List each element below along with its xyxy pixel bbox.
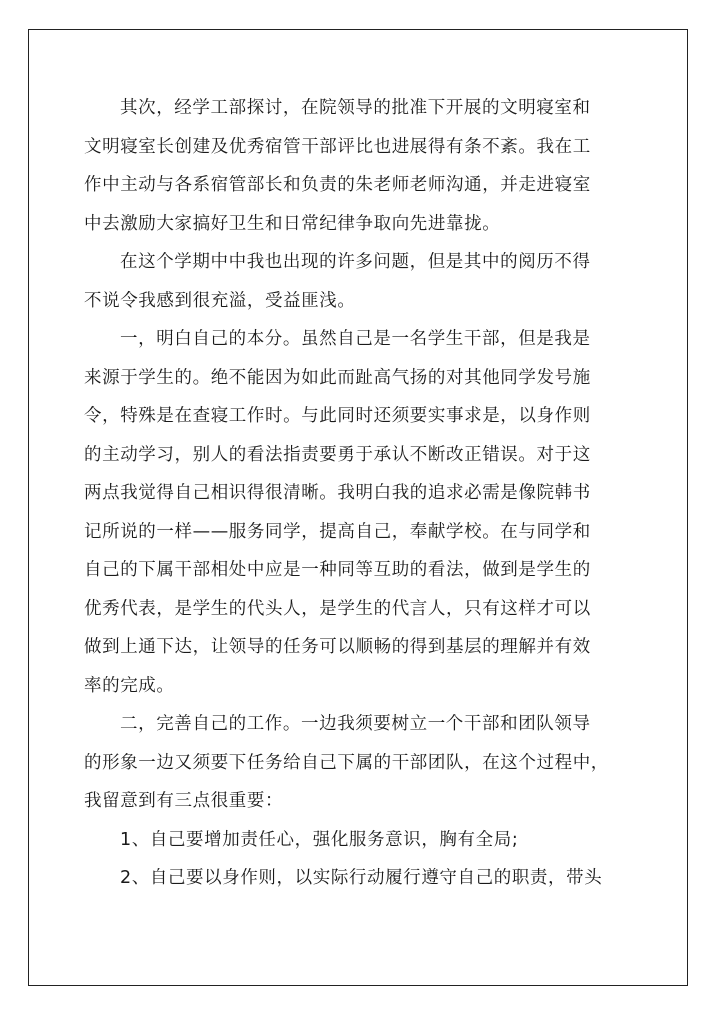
paragraph (84, 89, 644, 243)
text-line: 在这个学期中中我也出现的许多问题，但是其中的阅历不得 (120, 252, 591, 272)
text-line: 文明寝室长创建及优秀宿管干部评比也进展得有条不紊。我在工 (84, 136, 591, 157)
text-line: 不说令我感到很充溢，受益匪浅。 (84, 290, 356, 311)
text-line: 来源于学生的。绝不能因为如此而趾高气扬的对其他同学发号施 (84, 367, 591, 388)
paragraph (84, 320, 644, 705)
text-line: 两点我觉得自己相识得很清晰。我明白我的追求必需是像院韩书 (84, 483, 591, 503)
text-line: 1、自己要增加责任心，强化服务意识，胸有全局; (120, 829, 519, 850)
text-line: 自己的下属干部相处中应是一种同等互助的看法，做到是学生的 (84, 560, 591, 580)
paragraph (84, 859, 644, 898)
text-line: 2、自己要以身作则，以实际行动履行遵守自己的职责，带头 (120, 868, 603, 888)
text-line: 作中主动与各系宿管部长和负责的朱老师老师沟通，并走进寝室 (84, 175, 591, 195)
paragraph (84, 705, 644, 821)
text-line: 我留意到有三点很重要： (84, 791, 284, 811)
text-line: 的形象一边又须要下任务给自己下属的干部团队，在这个过程中， (84, 752, 609, 773)
text-line: 一，明白自己的本分。虽然自己是一名学生干部，但是我是 (120, 329, 591, 349)
text-line: 令，特殊是在查寝工作时。与此同时还须要实事求是，以身作则 (84, 406, 591, 426)
text-line: 优秀代表，是学生的代头人，是学生的代言人，只有这样才可以 (84, 598, 591, 619)
text-line: 的主动学习，别人的看法指责要勇于承认不断改正错误。对于这 (84, 444, 591, 465)
paragraph (84, 243, 644, 320)
paragraph (84, 821, 644, 860)
text-line: 记所说的一样——服务同学，提高自己，奉献学校。在与同学和 (84, 521, 591, 542)
document-body (84, 89, 644, 898)
text-line: 率的完成。 (84, 675, 175, 696)
text-line: 做到上通下达，让领导的任务可以顺畅的得到基层的理解并有效 (84, 637, 591, 657)
text-line: 其次，经学工部探讨，在院领导的批准下开展的文明寝室和 (120, 98, 591, 118)
text-line: 中去激励大家搞好卫生和日常纪律争取向先进靠拢。 (84, 213, 501, 234)
text-line: 二，完善自己的工作。一边我须要树立一个干部和团队领导 (120, 714, 591, 734)
